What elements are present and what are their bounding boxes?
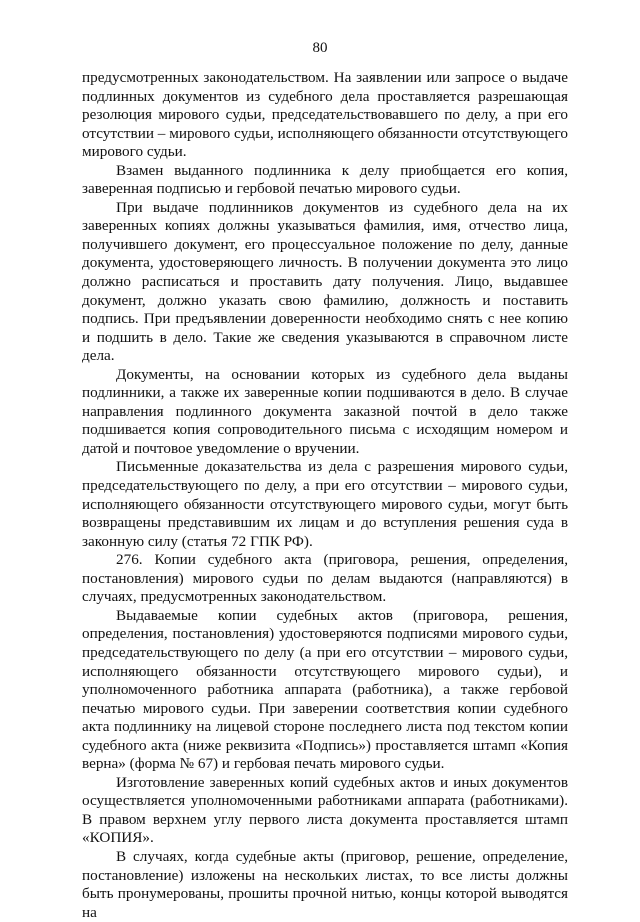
paragraph: Выдаваемые копии судебных актов (приговора, решения, определения, постановления) удостоверяются подписями мирового судьи, председательствующего по делу (а при его отсутствии – мирового судьи, исполняющего обязанности отсутствующего мирового судьи), и уполномоченного работника аппарата (работника), а также гербовой печатью мирового судьи. При заверении соответствия копии судебного акта подлиннику на лицевой стороне последнего листа под текстом копии судебного акта (ниже реквизита «Подпись») проставляется штамп «Копия верна» (форма № 67) и гербовая печать мирового судьи. [82,606,568,773]
paragraph: Документы, на основании которых из судебного дела выданы подлинники, а также их заверенные копии подшиваются в дело. В случае направления подлинного документа заказной почтой в дело также подшивается копия сопроводительного письма с исходящим номером и датой и почтовое уведомление о вручении. [82,365,568,457]
paragraph: При выдаче подлинников документов из судебного дела на их заверенных копиях должны указываться фамилия, имя, отчество лица, получившего документ, его процессуальное положение по делу, данные документа, удостоверяющего личность. В получении документа это лицо должно расписаться и проставить дату получения. Лицо, выдавшее документ, должно указать свою фамилию, должность и поставить подпись. При предъявлении доверенности необходимо снять с нее копию и подшить в дело. Такие же сведения указываются в справочном листе дела. [82,198,568,365]
paragraph: Письменные доказательства из дела с разрешения мирового судьи, председательствующего по делу, а при его отсутствии – мирового судьи, исполняющего обязанности отсутствующего мирового судьи, могут быть возвращены представившим их лицам и до вступления решения суда в законную силу (статья 72 ГПК РФ). [82,458,568,550]
page-number: 80 [312,40,328,56]
paragraph: Изготовление заверенных копий судебных актов и иных документов осуществляется уполномоченными работниками аппарата (работниками). В правом верхнем углу первого листа документа проставляется штамп «КОПИЯ». [82,773,568,847]
paragraph: Взамен выданного подлинника к делу приобщается его копия, заверенная подписью и гербовой печатью мирового судьи. [82,161,568,198]
paragraph: предусмотренных законодательством. На заявлении или запросе о выдаче подлинных документов из судебного дела проставляется разрешающая резолюция мирового судьи, председательствовавшего по делу, а при его отсутствии – мирового судьи, исполняющего обязанности отсутствующего мирового судьи. [82,69,568,161]
paragraph: В случаях, когда судебные акты (приговор, решение, определение, постановление) изложены на нескольких листах, то все листы должны быть пронумерованы, прошиты прочной нитью, концы которой выводятся на [82,847,568,921]
paragraph: 276. Копии судебного акта (приговора, решения, определения, постановления) мирового судьи по делам выдаются (направляются) в случаях, предусмотренных законодательством. [82,551,568,606]
document-body [82,69,568,922]
